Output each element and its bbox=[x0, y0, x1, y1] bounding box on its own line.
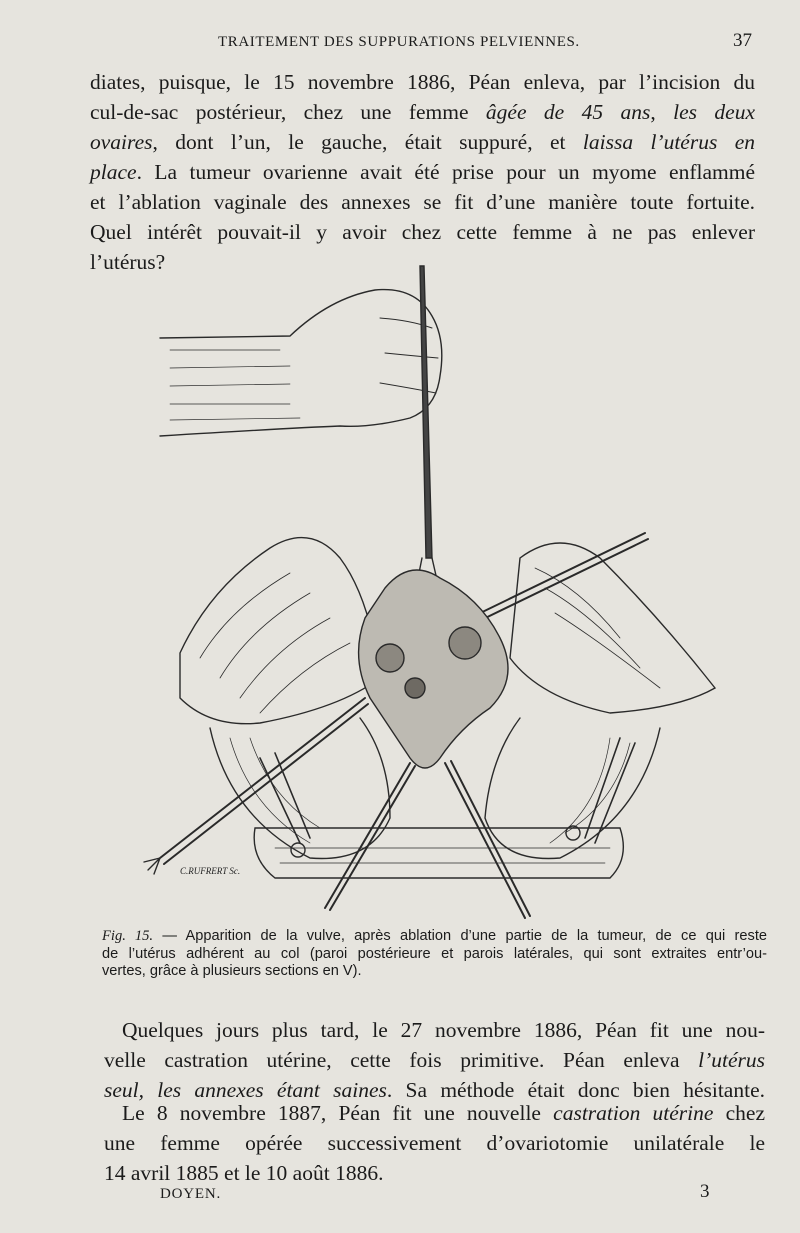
text-span: — Apparition de la vulve, après ablation d’une partie de la tumeur, de ce qui reste bbox=[153, 928, 767, 944]
text-line bbox=[104, 1098, 765, 1128]
text-span: chez bbox=[713, 1101, 765, 1125]
retractor-bottom-right bbox=[445, 761, 530, 918]
italic-span: place bbox=[90, 160, 137, 184]
text-span: . La tumeur ovarienne avait été prise pour un myome enflammé bbox=[136, 160, 755, 184]
figure-caption bbox=[102, 928, 767, 981]
text-line bbox=[90, 157, 755, 187]
text-line: diates, puisque, le 15 novembre 1886, Péan enleva, par l’incision du bbox=[90, 70, 755, 94]
caption-line: de l’utérus adhérent au col (paroi postérieure et parois latérales, qui sont extraites entr’ou- bbox=[102, 945, 767, 962]
text-span: Le 8 novembre 1887, Péan fit une nouvelle bbox=[122, 1101, 554, 1125]
text-line: l’utérus? bbox=[90, 250, 166, 274]
italic-span: ovaires bbox=[90, 130, 153, 154]
page-number: 37 bbox=[733, 30, 752, 51]
thigh-left bbox=[210, 718, 390, 859]
text-line: une femme opérée successivement d’ovariotomie unilatérale le bbox=[104, 1131, 765, 1155]
surgical-engraving bbox=[140, 258, 730, 923]
thigh-right bbox=[485, 718, 660, 859]
hand-outline bbox=[160, 290, 442, 436]
text-line bbox=[104, 1045, 765, 1075]
sheet-number: 3 bbox=[700, 1181, 710, 1202]
text-span: . Sa méthode était donc bien hésitante. bbox=[386, 1078, 765, 1102]
retractor-bottom-left bbox=[325, 763, 415, 910]
drape-right bbox=[510, 543, 715, 713]
text-line: Quel intérêt pouvait-il y avoir chez cette femme à ne pas enlever bbox=[90, 220, 755, 244]
italic-span: les deux bbox=[673, 100, 756, 124]
italic-span: laissa l’utérus en bbox=[582, 130, 756, 154]
paragraph-1 bbox=[90, 67, 755, 277]
text-line: Quelques jours plus tard, le 27 novembre 1886, Péan fit une nou- bbox=[122, 1018, 765, 1042]
italic-span: l’utérus bbox=[698, 1048, 765, 1072]
caption-line: vertes, grâce à plusieurs sections en V). bbox=[102, 963, 362, 979]
text-span: , dont l’un, le gauche, était suppuré, et bbox=[152, 130, 583, 154]
italic-span: seul, les annexes étant saines bbox=[104, 1078, 387, 1102]
text-span: cul-de-sac postérieur, chez une femme bbox=[90, 100, 486, 124]
figure-label: Fig. 15. bbox=[102, 928, 154, 944]
printer-signature: DOYEN. bbox=[160, 1186, 222, 1202]
text-line bbox=[90, 127, 755, 157]
caption-line bbox=[102, 928, 767, 946]
text-line bbox=[90, 97, 755, 127]
italic-span: âgée de 45 ans bbox=[485, 100, 651, 124]
engraving-illustration bbox=[140, 258, 730, 923]
drape-left bbox=[180, 538, 380, 724]
paragraph-3 bbox=[104, 1098, 765, 1188]
text-line: et l’ablation vaginale des annexes se fit d’une manière toute fortuite. bbox=[90, 190, 755, 214]
paragraph-2 bbox=[104, 1015, 765, 1105]
retractor-diagonal bbox=[470, 533, 648, 624]
text-line: 14 avril 1885 et le 10 août 1886. bbox=[104, 1161, 384, 1185]
engraver-signature: C.RUFRERT Sc. bbox=[180, 866, 241, 876]
text-span: velle castration utérine, cette fois primitive. Péan enleva bbox=[104, 1048, 699, 1072]
running-title: TRAITEMENT DES SUPPURATIONS PELVIENNES. bbox=[218, 34, 580, 50]
text-span: , bbox=[650, 100, 674, 124]
italic-span: castration utérine bbox=[553, 1101, 714, 1125]
